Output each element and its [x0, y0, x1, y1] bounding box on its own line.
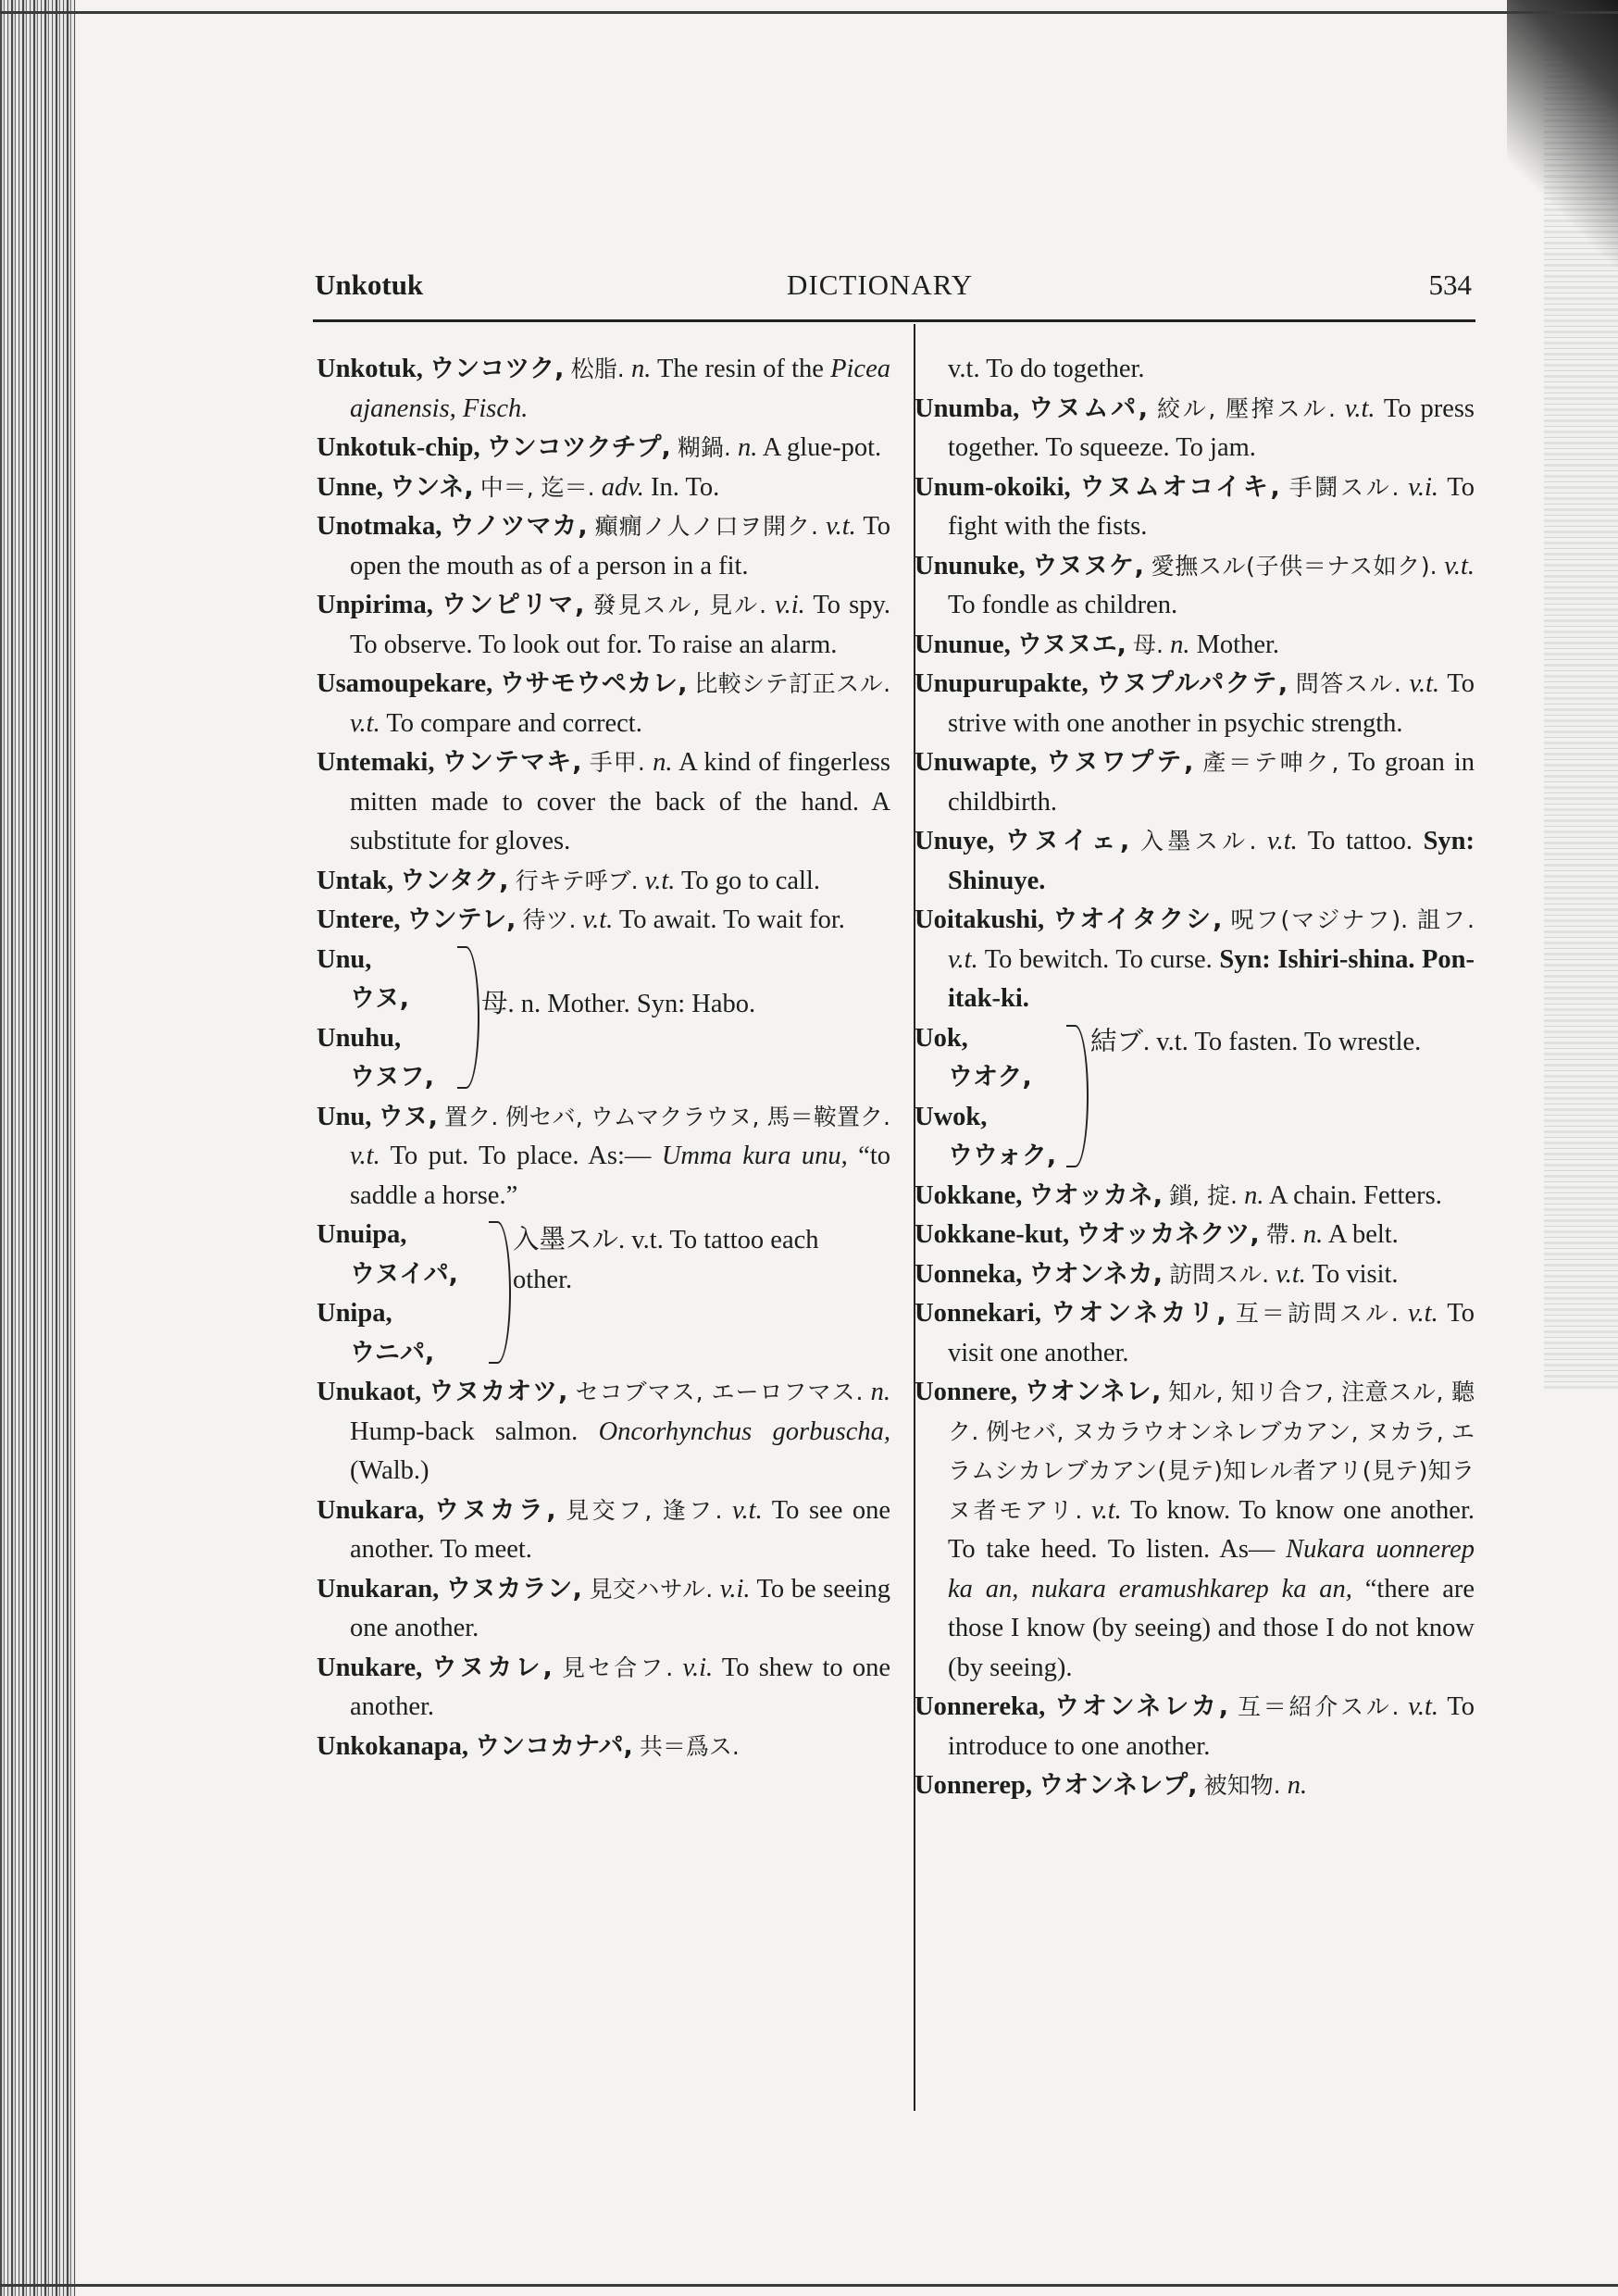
dictionary-entry: [915, 1216, 1475, 1255]
entry-headword: Untemaki,: [317, 748, 435, 777]
scan-border-top: [0, 11, 1618, 14]
dictionary-entry: [317, 901, 890, 941]
entry-katakana: ウヌカオツ,: [429, 1378, 568, 1406]
dictionary-entry: [915, 547, 1475, 626]
page-number: 534: [1428, 268, 1472, 301]
dictionary-entry: [317, 350, 890, 429]
dictionary-entry: [915, 665, 1475, 743]
entry-definition: A belt.: [1327, 1220, 1399, 1249]
entry-japanese-gloss: 入墨スル.: [513, 1226, 626, 1254]
entry-example: Umma kura unu,: [661, 1142, 848, 1170]
header-rule: [313, 319, 1475, 322]
entry-definition-cont: (Walb.): [350, 1456, 429, 1485]
entry-katakana: ウンテレ,: [406, 905, 517, 934]
variant-entry-group: [915, 1019, 1475, 1177]
entry-katakana: ウヌワプテ,: [1046, 748, 1194, 777]
entry-headword: Unotmaka,: [317, 512, 442, 541]
entry-pos: n.: [1170, 630, 1190, 659]
entry-synonym: Syn: Ishiri-shina. Pon-itak-ki.: [948, 944, 1475, 1013]
entry-pos: n.: [1287, 1771, 1308, 1800]
entry-headword: Unukaot,: [317, 1378, 422, 1406]
entry-pos: v.t.: [1408, 1299, 1438, 1328]
entry-example: Nukara uonnerep ka an, nukara eramushkarep ka an,: [948, 1535, 1475, 1603]
entry-japanese-gloss: 呪フ(マジナフ). 詛フ.: [1230, 906, 1475, 933]
entry-katakana: ウヌプルパクテ,: [1096, 669, 1288, 698]
entry-katakana: ウヌムパ,: [1028, 393, 1149, 423]
entry-definition: To fondle as children.: [948, 591, 1178, 619]
entry-japanese-gloss: 愛撫スル(子供＝ナス如ク).: [1151, 552, 1438, 580]
dictionary-entry: [915, 901, 1475, 1019]
entry-definition-cont: “to saddle a horse.”: [350, 1142, 890, 1210]
dictionary-entry: [317, 1570, 890, 1649]
entry-pos: n.: [520, 989, 541, 1018]
dictionary-entry: [317, 862, 890, 902]
entry-pos: n.: [630, 355, 652, 383]
dictionary-entry: [915, 822, 1475, 901]
header-title: DICTIONARY: [787, 268, 974, 301]
entry-pos: v.t.: [1409, 669, 1440, 698]
entry-headword: Uokkane-kut,: [915, 1220, 1070, 1249]
entry-katakana: ウオンネカリ,: [1051, 1299, 1226, 1328]
entry-katakana: ウンコツク,: [429, 355, 565, 383]
entry-definition: The resin of the: [657, 355, 831, 383]
entry-japanese-gloss: 訪問スル.: [1169, 1260, 1270, 1288]
dictionary-entry: [915, 390, 1475, 468]
dictionary-entry: [915, 743, 1475, 822]
variant-definition: [481, 985, 889, 1025]
entry-japanese-gloss: 置ク. 例セバ, ウムマクラウヌ, 馬＝鞍置ク.: [444, 1103, 891, 1130]
entry-headword: Uonnere,: [915, 1378, 1018, 1406]
entry-katakana: ウンタク,: [400, 866, 509, 895]
dictionary-entry: [317, 429, 890, 468]
entry-definition: To fight with the fists.: [948, 472, 1475, 541]
entry-pos: v.t.: [1408, 1692, 1438, 1721]
entry-definition: A kind of fingerless mitten made to cover the back of the hand. A substitute for gloves.: [350, 748, 891, 855]
entry-definition: Hump-back salmon.: [350, 1416, 599, 1446]
entry-definition: To visit one another.: [948, 1299, 1475, 1367]
entry-katakana: ウンネ,: [390, 472, 474, 502]
entry-definition: To introduce to one another.: [948, 1692, 1475, 1761]
entry-katakana: ウヌ,: [378, 1102, 438, 1131]
entry-headword: Unukara,: [317, 1495, 425, 1525]
entry-pos: v.t.: [1344, 393, 1375, 423]
entry-pos: v.t.: [1091, 1495, 1122, 1525]
entry-headword: Uonneka,: [915, 1259, 1023, 1289]
entry-japanese-gloss: 入墨スル.: [1139, 828, 1257, 855]
entry-pos: v.t.: [732, 1495, 763, 1525]
entry-definition: Mother.: [547, 989, 630, 1018]
entry-headword: Untak,: [317, 866, 394, 895]
dictionary-entry: [317, 1728, 890, 1767]
entry-japanese-gloss: 比較シテ訂正スル.: [694, 670, 891, 697]
entry-definition: To bewitch. To curse.: [984, 944, 1213, 974]
variant-definition: [1090, 1023, 1461, 1063]
entry-headword: Unipa,: [317, 1299, 392, 1328]
entry-definition: To tattoo each other.: [513, 1226, 819, 1294]
variant-entry-group: [317, 941, 890, 1098]
entry-pos: v.i.: [775, 591, 805, 619]
entry-japanese-gloss: 互＝紹介スル.: [1237, 1693, 1400, 1720]
entry-pos: n.: [1244, 1180, 1264, 1210]
entry-headword: Unuwapte,: [915, 748, 1038, 777]
entry-katakana: ウヌ,: [350, 984, 409, 1013]
entry-katakana: ウヌヌケ,: [1032, 551, 1144, 580]
entry-pos: v.i.: [719, 1574, 751, 1603]
entry-example: Oncorhynchus gorbuscha,: [598, 1416, 890, 1446]
entry-headword: Ununuke,: [915, 551, 1026, 580]
entry-synonym: Syn: Shinuye.: [948, 827, 1475, 895]
entry-pos: v.t.: [948, 355, 980, 383]
entry-pos: adv.: [601, 472, 644, 502]
entry-definition: To be seeing one another.: [350, 1574, 890, 1642]
right-column: [915, 350, 1475, 1806]
entry-headword: Unum-okoiki,: [915, 472, 1071, 502]
entry-japanese-gloss: 見交フ, 逢フ.: [566, 1496, 723, 1524]
entry-pos: v.t.: [1276, 1259, 1306, 1289]
entry-japanese-gloss: 見セ合フ.: [562, 1653, 674, 1681]
dictionary-entry: [317, 1098, 890, 1217]
entry-katakana: ウオイタクシ,: [1052, 905, 1223, 934]
entry-pos: v.t.: [350, 1142, 380, 1170]
entry-definition: To shew to one another.: [350, 1653, 891, 1721]
entry-katakana: ウヌカラン,: [445, 1574, 582, 1603]
entry-headword: Unukare,: [317, 1653, 423, 1682]
entry-japanese-gloss: 結ブ.: [1090, 1027, 1151, 1056]
entry-headword: Unuye,: [915, 827, 995, 855]
entry-headword: Ununue,: [915, 630, 1011, 659]
book-binding-shadow: [0, 0, 76, 2296]
entry-japanese-gloss: 糊鍋.: [677, 434, 731, 461]
entry-katakana: ウオッカネクツ,: [1076, 1220, 1260, 1249]
entry-japanese-gloss: 發見スル, 見ル.: [592, 592, 767, 618]
entry-definition: Mother.: [1196, 630, 1280, 659]
entry-japanese-gloss: セコブマス, エーロフマス.: [575, 1379, 864, 1405]
entry-katakana: ウヌイパ,: [350, 1259, 458, 1289]
entry-japanese-gloss: 共＝爲ス.: [639, 1732, 740, 1760]
entry-headword: Unukaran,: [317, 1574, 440, 1603]
dictionary-entry: [915, 1255, 1475, 1295]
entry-headword: Unkokanapa,: [317, 1731, 468, 1761]
entry-katakana: ウオンネレカ,: [1054, 1692, 1229, 1721]
entry-headword: Unkotuk-chip,: [317, 433, 480, 462]
entry-japanese-gloss: 帶.: [1265, 1221, 1297, 1248]
entry-pos: n.: [1302, 1220, 1324, 1249]
entry-katakana: ウオンネレプ,: [1039, 1771, 1198, 1800]
entry-headword: Uonnereka,: [915, 1692, 1046, 1721]
entry-pos: n.: [870, 1378, 891, 1406]
dictionary-entry: [317, 665, 890, 743]
entry-pos: v.t.: [826, 512, 856, 541]
entry-japanese-gloss: 互＝訪問スル.: [1235, 1300, 1399, 1327]
entry-pos: v.t.: [1156, 1027, 1189, 1056]
entry-katakana: ウオッカネ,: [1028, 1180, 1163, 1210]
entry-katakana: ウオンネレ,: [1024, 1378, 1162, 1406]
entry-definition: To press together. To squeeze. To jam.: [948, 393, 1475, 462]
variant-definition: [513, 1221, 883, 1300]
dictionary-entry: [317, 468, 890, 508]
entry-katakana: ウヌカレ,: [431, 1653, 553, 1682]
dictionary-entry: [915, 1294, 1475, 1373]
entry-definition-cont: “there are those I know (by seeing) and those I do not know (by seeing).: [948, 1574, 1475, 1682]
entry-definition: To spy. To observe. To look out for. To raise an alarm.: [350, 591, 890, 659]
entry-katakana: ウヌカラ,: [433, 1495, 556, 1525]
variant-entry-group: [317, 1216, 890, 1373]
entry-definition: To know. To know one another. To take heed. To listen. As—: [948, 1495, 1475, 1564]
entry-definition: To go to call.: [681, 866, 820, 895]
entry-pos: v.t.: [582, 905, 614, 934]
entry-headword: Uok,: [915, 1023, 968, 1053]
entry-pos: v.t.: [1267, 827, 1298, 855]
entry-katakana: ウヌイェ,: [1004, 827, 1130, 855]
entry-japanese-gloss: 待ツ.: [522, 906, 577, 933]
entry-katakana: ウサモウペカレ,: [499, 669, 688, 698]
dictionary-entry: [317, 1491, 890, 1570]
entry-japanese-gloss: 被知物.: [1203, 1772, 1281, 1799]
entry-japanese-gloss: 手鬪スル.: [1288, 473, 1400, 501]
entry-japanese-gloss: 母.: [481, 989, 515, 1018]
entry-definition: To groan in childbirth.: [948, 748, 1475, 817]
entry-pos: v.i.: [1408, 472, 1438, 502]
dictionary-entry: [915, 1766, 1475, 1806]
entry-pos: n.: [653, 748, 673, 777]
header-guide-word: Unkotuk: [315, 268, 424, 301]
entry-japanese-gloss: 知ル, 知リ合フ, 注意スル, 聽ク. 例セバ, ヌカラウオンネレブカアン, ヌカラ, エラムシカレブカアン(見テ)知レル者アリ(見テ)知ラヌ者モアリ.: [948, 1379, 1475, 1524]
entry-headword: Uwok,: [915, 1102, 988, 1131]
running-header: [315, 268, 1472, 306]
entry-headword: Unuipa,: [317, 1220, 407, 1249]
dictionary-entry: [317, 1649, 890, 1728]
entry-headword: Unupurupakte,: [915, 669, 1089, 698]
entry-japanese-gloss: 絞ル, 壓搾スル.: [1156, 394, 1336, 422]
entry-headword: Unumba,: [915, 393, 1020, 423]
entry-katakana: ウノツマカ,: [449, 512, 588, 541]
entry-pos: v.i.: [682, 1653, 714, 1682]
entry-headword: Unu,: [317, 944, 372, 974]
entry-definition: A chain. Fetters.: [1269, 1180, 1442, 1210]
entry-japanese-gloss: 手甲.: [589, 749, 645, 776]
entry-katakana: ウヌヌエ,: [1016, 630, 1126, 659]
entry-pos: v.t.: [350, 708, 380, 738]
entry-japanese-gloss: 中＝, 迄＝.: [479, 473, 595, 501]
entry-headword: Uokkane,: [915, 1180, 1023, 1210]
entry-definition: To put. To place. As:—: [390, 1142, 652, 1170]
entry-headword: Usamoupekare,: [317, 669, 493, 698]
entry-pos: v.t.: [644, 866, 676, 895]
entry-katakana: ウンピリマ,: [441, 591, 585, 619]
dictionary-entry: [317, 586, 890, 665]
entry-katakana: ウンテマキ,: [442, 748, 582, 777]
dictionary-entry: [915, 626, 1475, 666]
dictionary-entry: [915, 1177, 1475, 1217]
entry-headword: Unu,: [317, 1102, 372, 1131]
entry-headword: Uoitakushi,: [915, 905, 1045, 934]
entry-definition: To open the mouth as of a person in a fit.: [350, 512, 890, 580]
entry-definition: To fasten. To wrestle.: [1194, 1027, 1422, 1056]
entry-pos: v.t.: [631, 1226, 664, 1254]
entry-definition: To tattoo.: [1307, 827, 1413, 855]
entry-katakana: ウオンネカ,: [1028, 1259, 1163, 1289]
dictionary-entry: [317, 1373, 890, 1491]
dictionary-entry: [317, 507, 890, 586]
entry-synonym: Syn: Habo.: [636, 989, 756, 1018]
entry-katakana: ウニパ,: [350, 1338, 435, 1367]
entry-pos: n.: [737, 433, 758, 462]
left-column: [317, 350, 890, 1766]
entry-definition: To do together.: [986, 355, 1145, 383]
entry-definition: To strive with one another in psychic strength.: [948, 669, 1475, 738]
corner-shadow: [1507, 0, 1618, 278]
entry-definition: A glue-pot.: [762, 433, 882, 462]
entry-definition: To see one another. To meet.: [350, 1495, 891, 1564]
entry-headword: Unuhu,: [317, 1023, 402, 1053]
entry-pos: v.t.: [948, 944, 978, 974]
entry-japanese-gloss: 癲癇ノ人ノ口ヲ開ク.: [594, 513, 819, 540]
entry-katakana: ウウォク,: [948, 1142, 1057, 1170]
entry-headword: Uonnerep,: [915, 1771, 1032, 1800]
entry-definition: To compare and correct.: [386, 708, 642, 738]
entry-katakana: ウヌフ,: [350, 1063, 434, 1092]
dictionary-entry: [915, 350, 1475, 390]
entry-japanese-gloss: 松脂.: [570, 356, 625, 382]
entry-headword: Unpirima,: [317, 591, 433, 619]
entry-headword: Unne,: [317, 472, 384, 502]
entry-definition: To visit.: [1312, 1259, 1399, 1289]
scan-border-bottom: [0, 2284, 1618, 2287]
dictionary-entry: [317, 743, 890, 862]
dictionary-entry: [915, 468, 1475, 547]
entry-headword: Unkotuk,: [317, 355, 423, 383]
entry-pos: v.t.: [1444, 551, 1475, 580]
entry-definition: To await. To wait for.: [618, 905, 845, 934]
entry-headword: Untere,: [317, 905, 401, 934]
entry-japanese-gloss: 產＝テ呻ク,: [1202, 749, 1339, 776]
dictionary-entry: [915, 1373, 1475, 1688]
entry-japanese-gloss: 鎖, 掟.: [1169, 1181, 1238, 1209]
entry-katakana: ウヌムオコイキ,: [1079, 472, 1280, 502]
entry-japanese-gloss: 問答スル.: [1295, 670, 1401, 697]
entry-japanese-gloss: 行キテ呼ブ.: [515, 867, 639, 894]
entry-katakana: ウンコツクチプ,: [486, 433, 671, 462]
entry-example: Picea ajanensis, Fisch.: [350, 355, 890, 423]
entry-definition: In. To.: [651, 472, 720, 502]
entry-katakana: ウンコカナパ,: [475, 1731, 633, 1761]
entry-headword: Uonnekari,: [915, 1299, 1041, 1328]
entry-japanese-gloss: 見交ハサル.: [589, 1575, 714, 1603]
entry-katakana: ウオク,: [948, 1063, 1032, 1092]
entry-japanese-gloss: 母.: [1133, 630, 1164, 658]
dictionary-entry: [915, 1688, 1475, 1766]
